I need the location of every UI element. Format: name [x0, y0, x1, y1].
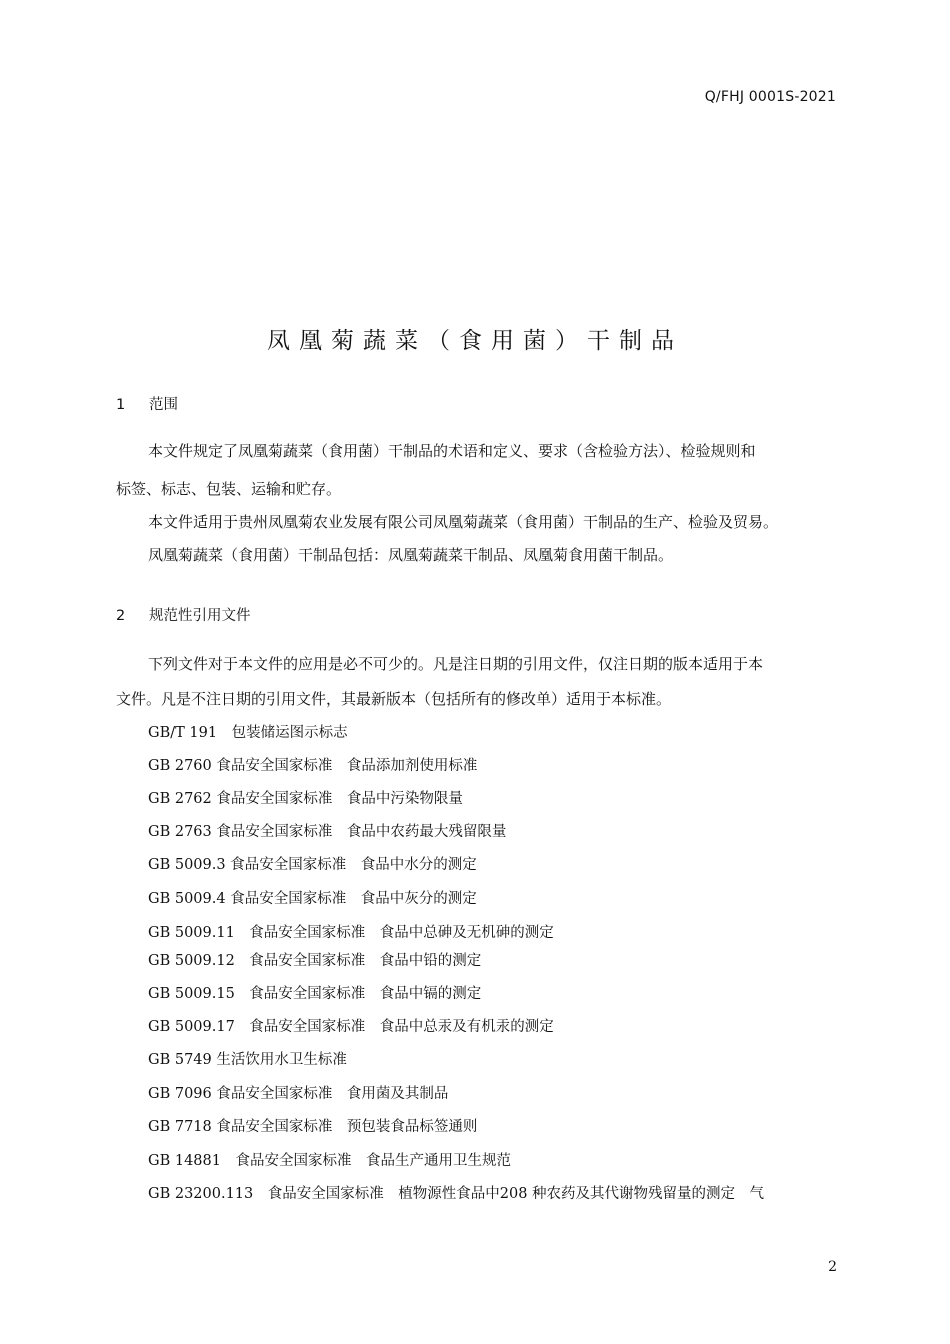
reference-item: GB 2760 食品安全国家标准 食品添加剂使用标准 — [148, 758, 478, 774]
paragraph: 本文件规定了凤凰菊蔬菜（食用菌）干制品的术语和定义、要求（含检验方法）、检验规则和 — [148, 442, 756, 460]
reference-item: GB 5009.12 食品安全国家标准 食品中铅的测定 — [148, 953, 482, 969]
reference-item: GB 7096 食品安全国家标准 食用菌及其制品 — [148, 1086, 449, 1102]
paragraph: 文件。凡是不注日期的引用文件，其最新版本（包括所有的修改单）适用于本标准。 — [116, 690, 672, 708]
section-heading-scope — [116, 393, 178, 414]
reference-item: GB 5009.17 食品安全国家标准 食品中总汞及有机汞的测定 — [148, 1019, 554, 1035]
reference-item: GB 5009.11 食品安全国家标准 食品中总砷及无机砷的测定 — [148, 925, 554, 941]
paragraph: 凤凰菊蔬菜（食用菌）干制品包括：凤凰菊蔬菜干制品、凤凰菊食用菌干制品。 — [148, 546, 674, 564]
reference-item: GB 5009.15 食品安全国家标准 食品中镉的测定 — [148, 986, 482, 1002]
paragraph: 标签、标志、包装、运输和贮存。 — [116, 480, 342, 498]
paragraph: 本文件适用于贵州凤凰菊农业发展有限公司凤凰菊蔬菜（食用菌）干制品的生产、检验及贸易。 — [148, 513, 779, 531]
reference-item: GB 5749 生活饮用水卫生标准 — [148, 1052, 347, 1068]
paragraph: 下列文件对于本文件的应用是必不可少的。凡是注日期的引用文件，仅注日期的版本适用于本 — [148, 655, 764, 673]
document-code: Q/FHJ 0001S-2021 — [704, 89, 836, 105]
document-title: 凤凰菊蔬菜（食用菌）干制品 — [267, 328, 683, 354]
reference-item: GB 2762 食品安全国家标准 食品中污染物限量 — [148, 791, 463, 807]
section-number: 2 — [116, 608, 126, 624]
reference-item: GB 2763 食品安全国家标准 食品中农药最大残留限量 — [148, 824, 507, 840]
section-heading-normative-references — [116, 604, 251, 625]
section-title: 范围 — [149, 397, 178, 413]
reference-item: GB/T 191 包装储运图示标志 — [148, 725, 348, 741]
reference-item: GB 5009.4 食品安全国家标准 食品中灰分的测定 — [148, 891, 477, 907]
reference-item: GB 7718 食品安全国家标准 预包装食品标签通则 — [148, 1119, 478, 1135]
reference-item: GB 5009.3 食品安全国家标准 食品中水分的测定 — [148, 857, 477, 873]
reference-item: GB 23200.113 食品安全国家标准 植物源性食品中208 种农药及其代谢物残留量的测定 气 — [148, 1186, 765, 1202]
page-number: 2 — [828, 1259, 837, 1275]
section-number: 1 — [116, 397, 126, 413]
section-title: 规范性引用文件 — [149, 608, 251, 624]
reference-item: GB 14881 食品安全国家标准 食品生产通用卫生规范 — [148, 1153, 511, 1169]
